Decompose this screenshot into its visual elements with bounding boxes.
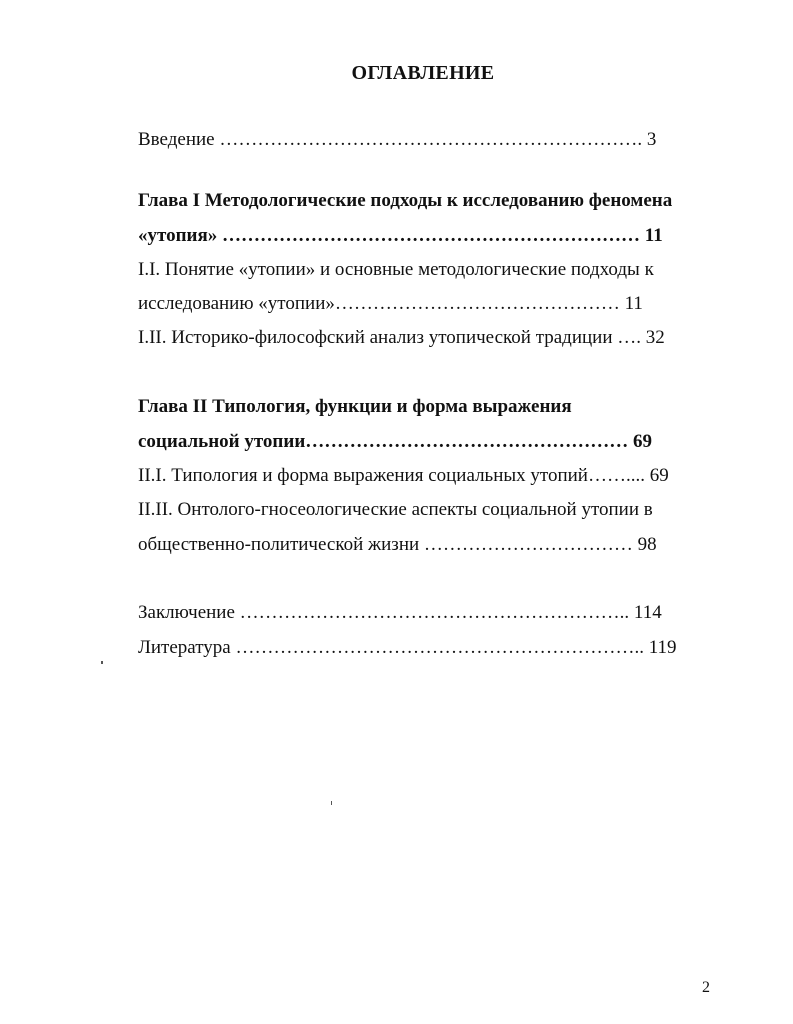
toc-chapter-1-line-1: Глава I Методологические подходы к исследованию феномена [138, 190, 673, 211]
toc-entry-literature: Литература ……………………………………………………….. 119 [138, 637, 677, 658]
toc-section-1-1-line-2: исследованию «утопии»……………………………………… 11 [138, 293, 643, 314]
toc-chapter-2-line-2: социальной утопии…………………………………………… 69 [138, 431, 653, 452]
toc-section-1-1-line-1: I.I. Понятие «утопии» и основные методологические подходы к [138, 259, 654, 280]
page-title: ОГЛАВЛЕНИЕ [351, 62, 495, 84]
scan-speck [101, 661, 103, 664]
toc-section-2-2-line-2: общественно-политической жизни …………………………… 98 [138, 534, 657, 555]
page-number: 2 [702, 979, 710, 996]
toc-section-1-2: I.II. Историко-философский анализ утопической традиции …. 32 [138, 327, 665, 348]
toc-section-2-1: II.I. Типология и форма выражения социальных утопий…….... 69 [138, 465, 669, 486]
scan-speck [331, 801, 332, 805]
toc-section-2-2-line-1: II.II. Онтолого-гносеологические аспекты социальной утопии в [138, 499, 653, 520]
toc-entry-intro: Введение …………………………………………………………. 3 [138, 129, 657, 150]
toc-entry-conclusion: Заключение …………………………………………………….. 114 [138, 602, 662, 623]
toc-chapter-2-line-1: Глава II Типология, функции и форма выражения [138, 396, 572, 417]
toc-chapter-1-line-2: «утопия» ………………………………………………………… 11 [138, 225, 663, 246]
